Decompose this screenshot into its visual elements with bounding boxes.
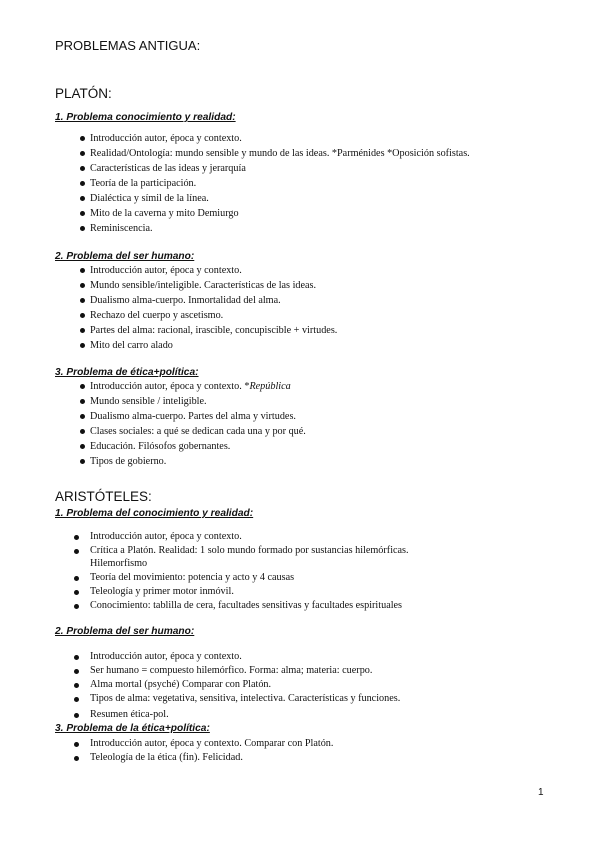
list-item: Partes del alma: racional, irascible, concupiscible + virtudes. <box>80 323 337 338</box>
list-item: Tipos de gobierno. <box>80 454 306 469</box>
emphasis-text: República <box>249 381 291 392</box>
bullet-icon <box>80 384 85 389</box>
bullet-icon <box>80 459 85 464</box>
platon-section-1-list <box>80 131 470 236</box>
bullet-icon <box>74 742 79 747</box>
bullet-icon <box>74 549 79 554</box>
platon-section-2-title: 2. Problema del ser humano: <box>55 251 195 262</box>
list-item: Reminiscencia. <box>80 221 470 236</box>
list-item: Clases sociales: a qué se dedican cada una y por qué. <box>80 424 306 439</box>
bullet-icon <box>74 576 79 581</box>
bullet-icon <box>80 136 85 141</box>
aristoteles-section-2-title: 2. Problema del ser humano: <box>55 626 195 637</box>
bullet-icon <box>80 151 85 156</box>
bullet-icon <box>74 590 79 595</box>
list-item: Crítica a Platón. Realidad: 1 solo mundo formado por sustancias hilemórficas. <box>74 544 409 558</box>
bullet-icon <box>80 166 85 171</box>
platon-section-3-list <box>80 379 306 469</box>
list-item: Características de las ideas y jerarquía <box>80 161 470 176</box>
aristoteles-section-1-title: 1. Problema del conocimiento y realidad: <box>55 508 254 519</box>
bullet-icon <box>80 414 85 419</box>
list-item: Alma mortal (psyché) Comparar con Platón. <box>74 678 400 692</box>
list-item: Educación. Filósofos gobernantes. <box>80 439 306 454</box>
bullet-icon <box>74 756 79 761</box>
bullet-icon <box>74 713 79 718</box>
list-item: Introducción autor, época y contexto. <box>80 263 337 278</box>
bullet-icon <box>80 196 85 201</box>
aristoteles-section-3-list <box>74 737 333 765</box>
list-item: Conocimiento: tablilla de cera, facultades sensitivas y facultades espirituales <box>74 599 402 613</box>
bullet-icon <box>80 211 85 216</box>
bullet-icon <box>74 604 79 609</box>
bullet-icon <box>80 444 85 449</box>
bullet-icon <box>74 655 79 660</box>
list-item: Teleología de la ética (fin). Felicidad. <box>74 751 333 765</box>
bullet-icon <box>80 429 85 434</box>
continuation-line: Hilemorfismo <box>90 558 148 569</box>
bullet-icon <box>74 669 79 674</box>
list-item: Ser humano = compuesto hilemórfico. Forma: alma; materia: cuerpo. <box>74 664 400 678</box>
list-item: Teoría de la participación. <box>80 176 470 191</box>
list-item: Dialéctica y símil de la línea. <box>80 191 470 206</box>
platon-heading: PLATÓN: <box>55 86 112 101</box>
list-item: Introducción autor, época y contexto. <box>74 530 409 544</box>
list-item: Mundo sensible/inteligible. Características de las ideas. <box>80 278 337 293</box>
list-item: Teleología y primer motor inmóvil. <box>74 585 402 599</box>
bullet-icon <box>74 535 79 540</box>
list-item: Teoría del movimiento: potencia y acto y 4 causas <box>74 571 402 585</box>
aristoteles-heading: ARISTÓTELES: <box>55 489 152 504</box>
list-item: Introducción autor, época y contexto. <box>80 131 470 146</box>
list-item: Realidad/Ontología: mundo sensible y mundo de las ideas. *Parménides *Oposición sofistas. <box>80 146 470 161</box>
aristoteles-section-3-title: 3. Problema de la ética+política: <box>55 723 210 734</box>
platon-section-3-title: 3. Problema de ética+política: <box>55 367 199 378</box>
bullet-icon <box>80 328 85 333</box>
bullet-icon <box>74 697 79 702</box>
list-item: Rechazo del cuerpo y ascetismo. <box>80 308 337 323</box>
list-item: Introducción autor, época y contexto. *República <box>80 379 306 394</box>
list-item: Introducción autor, época y contexto. Comparar con Platón. <box>74 737 333 751</box>
bullet-icon <box>80 181 85 186</box>
page-title: PROBLEMAS ANTIGUA: <box>55 38 201 53</box>
list-item: Mito de la caverna y mito Demiurgo <box>80 206 470 221</box>
bullet-icon <box>80 343 85 348</box>
list-item: Resumen ética-pol. <box>74 708 400 722</box>
bullet-icon <box>80 399 85 404</box>
bullet-icon <box>74 683 79 688</box>
bullet-icon <box>80 226 85 231</box>
aristoteles-section-1-list <box>74 530 409 558</box>
list-item: Mito del carro alado <box>80 338 337 353</box>
list-item: Introducción autor, época y contexto. <box>74 650 400 664</box>
list-item: Tipos de alma: vegetativa, sensitiva, intelectiva. Características y funciones. <box>74 692 400 706</box>
list-item: Dualismo alma-cuerpo. Partes del alma y virtudes. <box>80 409 306 424</box>
aristoteles-section-1-list-cont <box>74 571 402 613</box>
aristoteles-section-2-list <box>74 650 400 722</box>
page-number: 1 <box>538 787 544 798</box>
platon-section-2-list <box>80 263 337 353</box>
list-item: Mundo sensible / inteligible. <box>80 394 306 409</box>
platon-section-1-title: 1. Problema conocimiento y realidad: <box>55 112 236 123</box>
bullet-icon <box>80 268 85 273</box>
list-item: Dualismo alma-cuerpo. Inmortalidad del alma. <box>80 293 337 308</box>
bullet-icon <box>80 313 85 318</box>
bullet-icon <box>80 298 85 303</box>
bullet-icon <box>80 283 85 288</box>
